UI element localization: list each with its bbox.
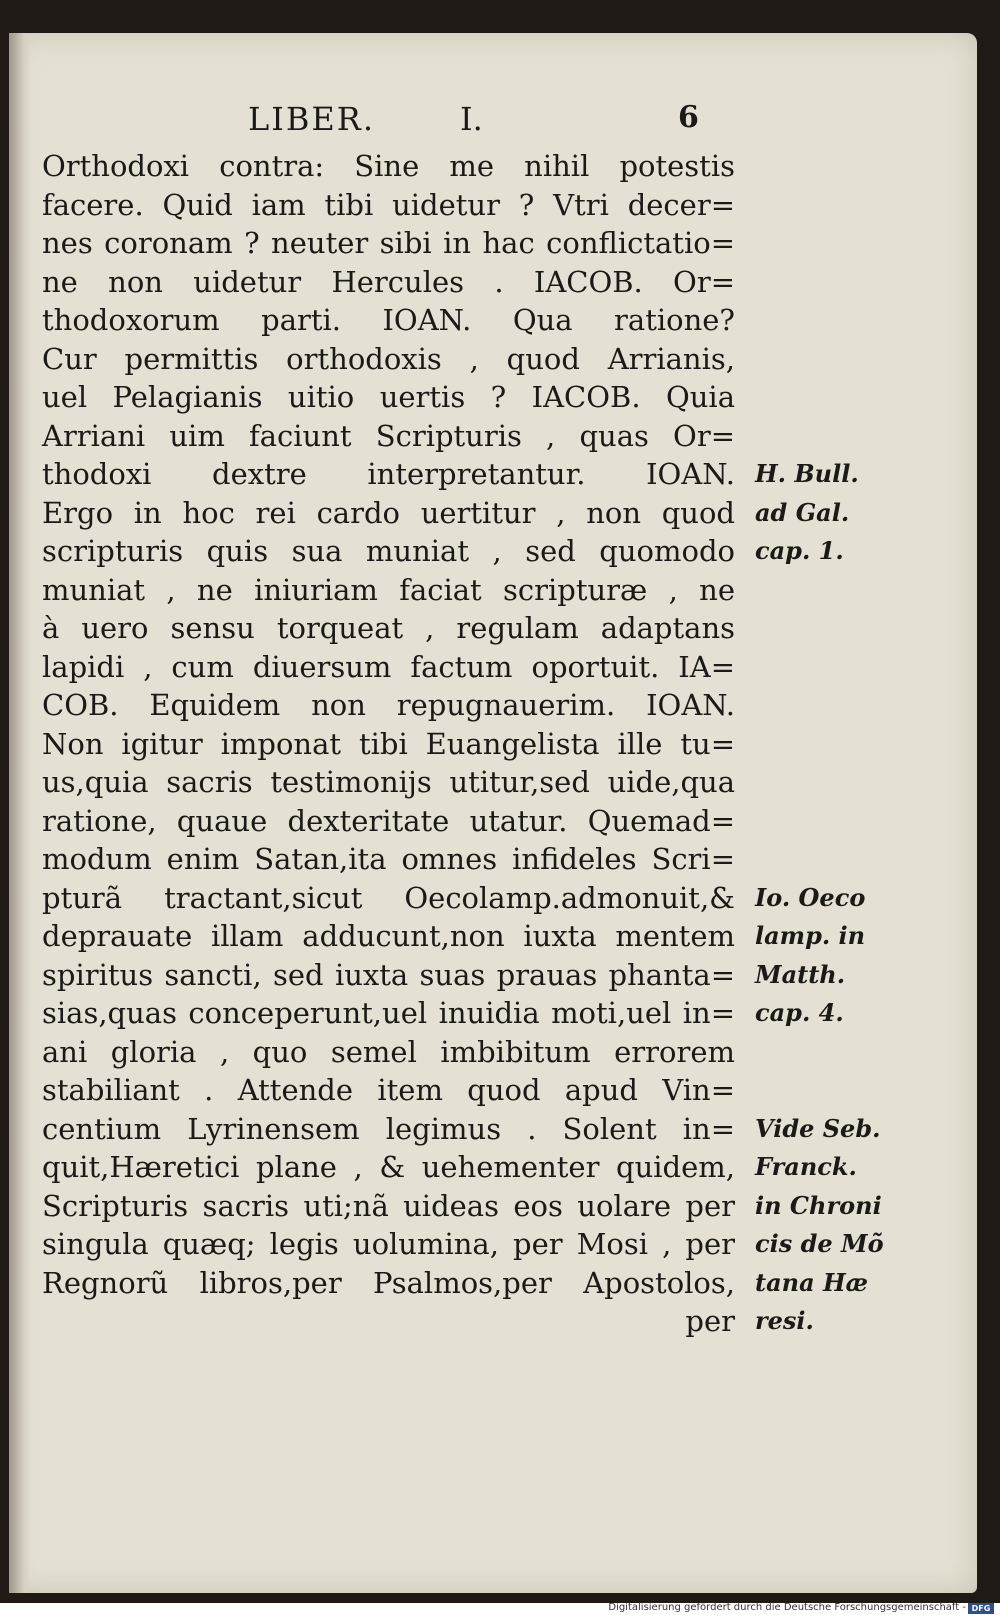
text-line: à uero sensu torqueat , regulam adaptans bbox=[42, 611, 735, 645]
main-text-block bbox=[42, 147, 742, 1341]
text-line: COB. Equidem non repugnauerim. IOAN. bbox=[42, 688, 735, 722]
text-line: quit,Hæretici plane , & uehementer quidem, bbox=[42, 1150, 735, 1184]
page-gutter-shadow bbox=[9, 33, 31, 1593]
text-line: Scripturis sacris uti;nã uideas eos uolare per bbox=[42, 1188, 735, 1223]
text-line: thodoxi dextre interpretantur. IOAN. bbox=[42, 457, 735, 491]
margin-note bbox=[755, 1110, 884, 1341]
dfg-logo: DFG bbox=[968, 1603, 994, 1614]
text-line: sias,quas conceperunt,uel inuidia moti,uel in= bbox=[42, 996, 735, 1030]
running-head bbox=[248, 100, 748, 144]
text-line: Non igitur imponat tibi Euangelista ille tu= bbox=[42, 726, 735, 761]
text-line: pturã tractant,sicut Oecolamp.admonuit,& bbox=[42, 880, 735, 915]
text-line: deprauate illam adducunt,non iuxta mentem bbox=[42, 919, 735, 953]
margin-note bbox=[755, 455, 875, 571]
margin-note-line: Vide Seb. bbox=[755, 1113, 881, 1143]
text-line: per bbox=[685, 1304, 735, 1338]
text-line: ne non uidetur Hercules . IACOB. Or= bbox=[42, 264, 735, 299]
text-line: Cur permittis orthodoxis , quod Arrianis, bbox=[42, 341, 735, 376]
digitization-credit: Digitalisierung gefördert durch die Deutsche Forschungsgemeinschaft - bbox=[608, 1602, 966, 1613]
running-head-title: LIBER. bbox=[248, 100, 376, 138]
text-line: scripturis quis sua muniat , sed quomodo bbox=[42, 534, 735, 568]
margin-note-line: cap. 1. bbox=[755, 536, 844, 565]
text-line: singula quæq; legis uolumina, per Mosi , per bbox=[42, 1227, 735, 1261]
text-line: Ergo in hoc rei cardo uertitur , non quod bbox=[42, 495, 735, 530]
text-line: nes coronam ? neuter sibi in hac conflictatio= bbox=[42, 226, 735, 260]
margin-note-line: resi. bbox=[755, 1306, 814, 1335]
margin-note bbox=[755, 879, 875, 1033]
text-line: us,quia sacris testimonijs utitur,sed uide,qua bbox=[42, 765, 735, 799]
text-line: ratione, quaue dexteritate utatur. Quemad= bbox=[42, 803, 735, 838]
margin-note-line: lamp. in bbox=[755, 921, 866, 950]
margin-note-line: tana Hæ bbox=[755, 1267, 869, 1297]
margin-note-line: Matth. bbox=[755, 959, 846, 989]
text-line: Orthodoxi contra: Sine me nihil potestis bbox=[42, 149, 735, 183]
margin-note-line: cis de Mõ bbox=[755, 1229, 884, 1258]
margin-note-line: ad Gal. bbox=[755, 497, 850, 527]
margin-note-line: Franck. bbox=[755, 1152, 857, 1181]
text-line: lapidi , cum diuersum factum oportuit. IA= bbox=[42, 649, 735, 684]
folio-number: 6 bbox=[678, 100, 699, 135]
footer-bar bbox=[0, 1603, 1000, 1615]
margin-note-line: Io. Oeco bbox=[755, 882, 866, 912]
margin-note-line: in Chroni bbox=[755, 1190, 882, 1220]
margin-note-line: H. Bull. bbox=[755, 459, 859, 488]
text-line: thodoxorum parti. IOAN. Qua ratione? bbox=[42, 303, 735, 337]
text-line: Arriani uim faciunt Scripturis , quas Or= bbox=[42, 418, 735, 453]
running-head-chapter: I. bbox=[460, 100, 483, 138]
text-line: stabiliant . Attende item quod apud Vin= bbox=[42, 1073, 735, 1107]
text-line: centium Lyrinensem legimus . Solent in= bbox=[42, 1111, 735, 1146]
margin-note-line: cap. 4. bbox=[755, 998, 844, 1027]
text-line: muniat , ne iniuriam faciat scripturæ , ne bbox=[42, 572, 735, 607]
text-line: Regnorũ libros,per Psalmos,per Apostolos, bbox=[42, 1265, 735, 1300]
text-line: spiritus sancti, sed iuxta suas prauas phanta= bbox=[42, 957, 735, 992]
text-line: modum enim Satan,ita omnes infideles Scri= bbox=[42, 842, 735, 876]
text-line: uel Pelagianis uitio uertis ? IACOB. Quia bbox=[42, 380, 735, 414]
text-line: ani gloria , quo semel imbibitum errorem bbox=[42, 1034, 735, 1069]
text-line: facere. Quid iam tibi uidetur ? Vtri decer= bbox=[42, 187, 735, 222]
